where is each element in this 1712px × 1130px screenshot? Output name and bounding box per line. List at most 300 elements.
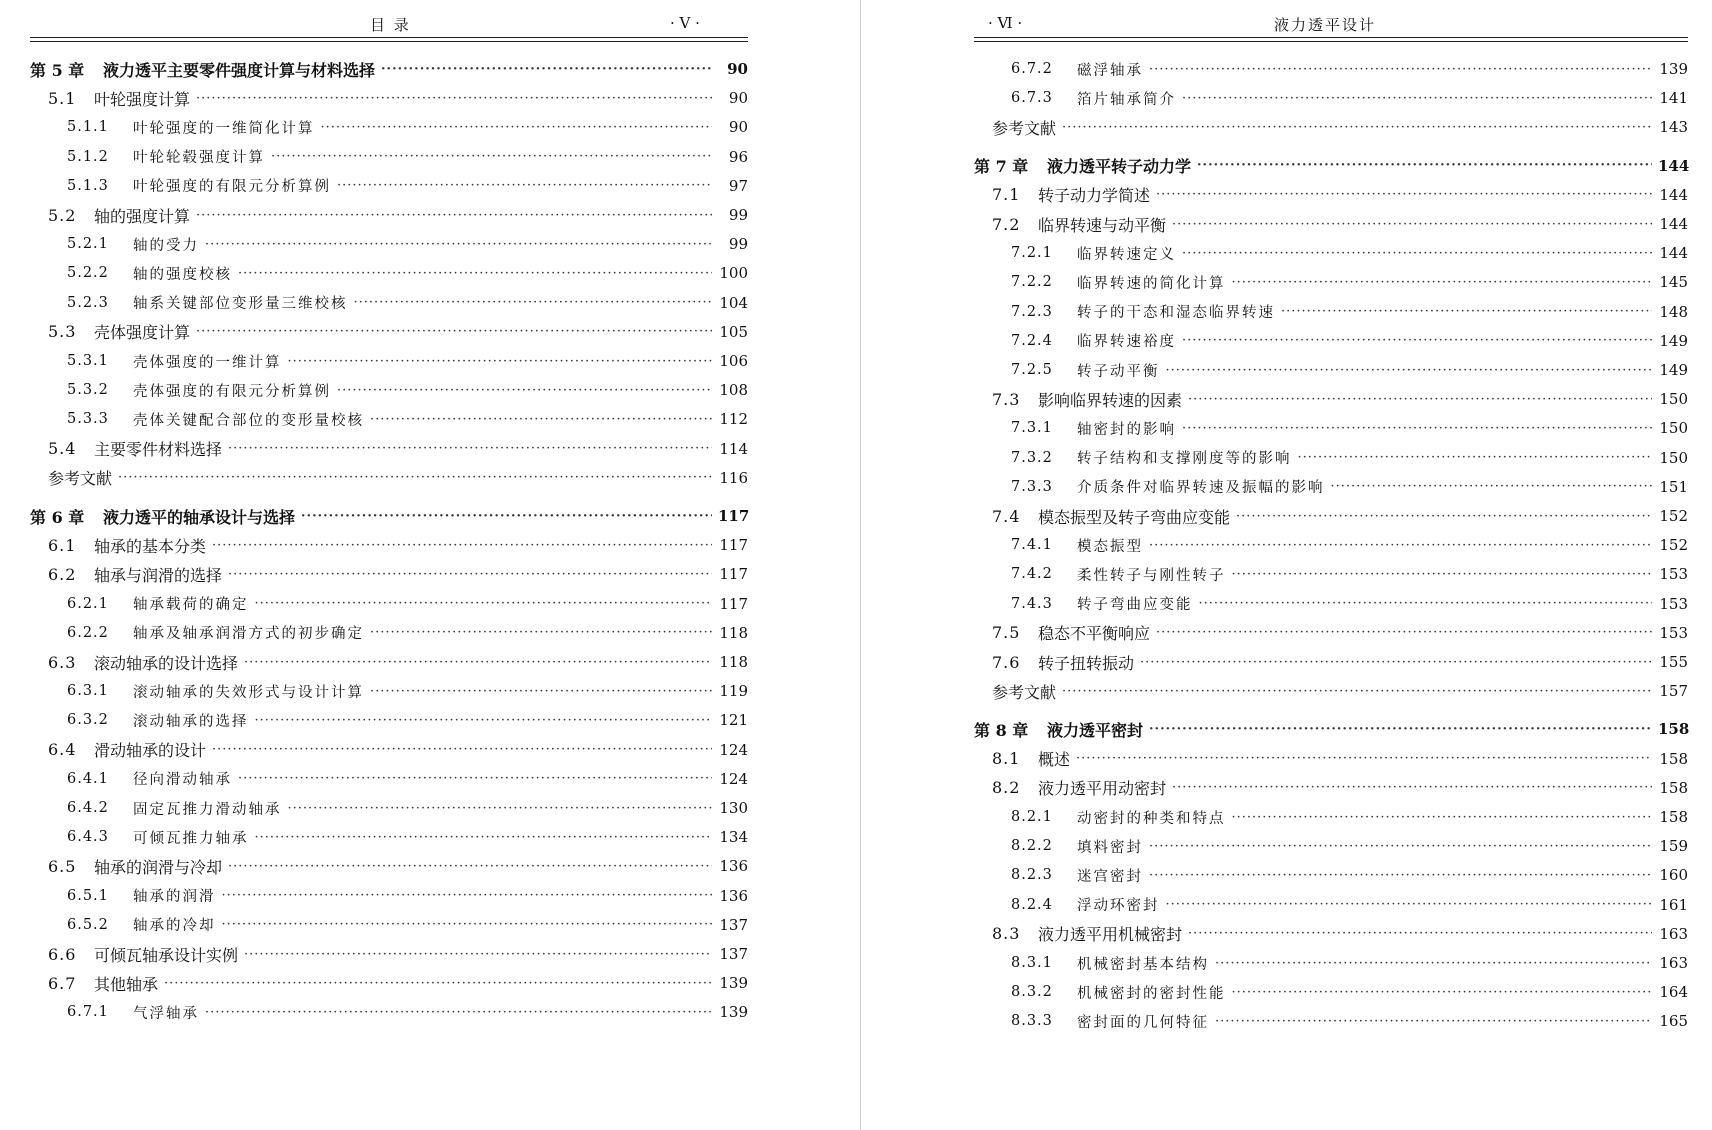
toc-entry-title: 叶轮轮毂强度计算 xyxy=(133,150,265,167)
toc-entry-number: 6.5.2 xyxy=(67,916,109,933)
toc-entry-page: 163 xyxy=(1659,954,1688,972)
toc-entry-page: 105 xyxy=(719,322,748,341)
toc-entry-title: 填料密封 xyxy=(1077,839,1143,856)
toc-entry-number: 5.1.1 xyxy=(67,119,109,136)
toc-entry-title: 箔片轴承简介 xyxy=(1077,91,1176,108)
toc-entry-title: 轴的受力 xyxy=(133,237,199,254)
toc-entry-number: 5.1 xyxy=(48,88,77,108)
toc-dot-leader xyxy=(1149,722,1652,737)
toc-dot-leader xyxy=(244,947,712,962)
toc-section-entry xyxy=(974,385,1688,413)
toc-entry-number: 第 8 章 xyxy=(974,720,1029,740)
toc-dot-leader xyxy=(1149,868,1652,883)
toc-entry-number: 6.4 xyxy=(48,740,77,760)
toc-entry-page: 144 xyxy=(1659,215,1688,233)
toc-entry-number: 6.7.1 xyxy=(67,1004,109,1021)
toc-section-entry xyxy=(30,940,748,968)
toc-entry-number: 6.7 xyxy=(48,973,77,993)
toc-entry-title: 轴承及轴承润滑方式的初步确定 xyxy=(133,626,364,643)
toc-entry-page: 96 xyxy=(728,147,748,166)
toc-section-entry xyxy=(974,648,1688,676)
toc-section-entry xyxy=(30,172,748,200)
toc-entry-title: 壳体强度的有限元分析算例 xyxy=(133,383,331,400)
toc-section-entry xyxy=(30,531,748,559)
header-rule xyxy=(974,37,1688,38)
toc-entry-title: 临界转速裕度 xyxy=(1077,334,1176,351)
toc-entry-title: 迷宫密封 xyxy=(1077,868,1143,885)
toc-section-entry xyxy=(30,560,748,588)
toc-section-entry xyxy=(974,1007,1688,1035)
toc-entry-number: 8.2.3 xyxy=(1011,867,1053,884)
toc-entry-number: 8.2.4 xyxy=(1011,896,1053,913)
toc-entry-page: 160 xyxy=(1659,866,1688,885)
toc-dot-leader xyxy=(1156,625,1652,640)
toc-entry-title: 主要零件材料选择 xyxy=(94,440,223,460)
toc-entry-page: 106 xyxy=(719,352,748,370)
toc-entry-number: 6.5.1 xyxy=(67,887,109,904)
toc-entry-page: 117 xyxy=(719,594,748,613)
toc-dot-leader xyxy=(1172,780,1652,795)
toc-section-entry xyxy=(30,852,748,880)
header-page-number: · V · xyxy=(670,14,700,32)
header-rule xyxy=(974,41,1688,42)
toc-entry-number: 7.5 xyxy=(992,623,1021,643)
toc-entry-number: 5.1.3 xyxy=(67,177,109,194)
toc-section-entry xyxy=(30,998,748,1026)
toc-entry-number: 7.3 xyxy=(992,389,1021,409)
toc-entry-page: 139 xyxy=(719,974,748,993)
toc-section-entry xyxy=(30,201,748,229)
toc-entry-number: 第 6 章 xyxy=(30,507,85,527)
toc-section-entry xyxy=(30,648,748,676)
toc-entry-page: 99 xyxy=(728,235,748,254)
toc-reference-entry xyxy=(974,113,1688,141)
toc-entry-page: 137 xyxy=(719,915,748,934)
toc-entry-page: 165 xyxy=(1659,1012,1688,1031)
toc-entry-title: 径向滑动轴承 xyxy=(133,772,232,789)
toc-entry-title: 轴承的润滑 xyxy=(133,889,216,906)
toc-entry-number: 8.2.1 xyxy=(1011,809,1053,825)
toc-entry-number: 5.3 xyxy=(48,322,77,342)
toc-entry-number: 6.3 xyxy=(48,652,77,672)
header-rule xyxy=(30,41,748,42)
toc-dot-leader xyxy=(118,470,712,485)
toc-dot-leader xyxy=(255,596,713,611)
toc-section-entry xyxy=(30,84,748,112)
toc-entry-title: 叶轮强度计算 xyxy=(94,89,191,109)
toc-entry-page: 158 xyxy=(1659,749,1688,768)
toc-entry-title: 壳体强度的一维计算 xyxy=(133,354,282,371)
toc-entry-page: 136 xyxy=(719,886,748,905)
toc-entry-title: 固定瓦推力滑动轴承 xyxy=(133,801,282,818)
toc-section-entry xyxy=(30,590,748,618)
toc-dot-leader xyxy=(212,538,712,553)
toc-section-entry xyxy=(974,356,1688,384)
toc-entry-title: 滑动轴承的设计 xyxy=(94,741,207,761)
toc-entry-number: 6.4.3 xyxy=(67,829,109,846)
toc-entry-page: 90 xyxy=(728,89,748,108)
toc-section-entry xyxy=(30,230,748,258)
toc-section-entry xyxy=(30,435,748,463)
toc-section-entry xyxy=(30,376,748,404)
toc-dot-leader xyxy=(288,354,713,369)
toc-entry-page: 144 xyxy=(1658,156,1690,175)
toc-section-entry xyxy=(974,268,1688,296)
toc-dot-leader xyxy=(1166,363,1653,378)
toc-entry-number: 6.3.2 xyxy=(67,712,109,729)
toc-entry-number: 6.4.2 xyxy=(67,800,109,816)
toc-entry-title: 其他轴承 xyxy=(94,974,159,994)
toc-entry-number: 5.4 xyxy=(48,439,77,459)
toc-entry-number: 6.7.2 xyxy=(1011,61,1053,77)
toc-entry-page: 151 xyxy=(1659,477,1688,496)
right-page xyxy=(974,0,1688,1130)
toc-section-entry xyxy=(974,978,1688,1006)
toc-section-entry xyxy=(974,298,1688,326)
toc-entry-page: 121 xyxy=(719,711,748,730)
toc-dot-leader xyxy=(1199,596,1653,611)
left-page xyxy=(30,0,748,1130)
toc-entry-title: 壳体强度计算 xyxy=(94,323,191,343)
toc-entry-number: 5.2.1 xyxy=(67,236,109,253)
toc-entry-page: 145 xyxy=(1659,273,1688,292)
toc-reference-entry xyxy=(30,464,748,492)
toc-entry-number: 6.5 xyxy=(48,856,77,876)
toc-section-entry xyxy=(30,113,748,141)
toc-entry-page: 112 xyxy=(719,410,748,429)
toc-dot-leader xyxy=(1197,158,1652,173)
toc-entry-page: 118 xyxy=(719,623,748,642)
toc-dot-leader xyxy=(1232,810,1653,825)
toc-entry-number: 6.3.1 xyxy=(67,683,109,700)
toc-entry-page: 136 xyxy=(719,857,748,876)
toc-entry-title: 轴系关键部位变形量三维校核 xyxy=(133,296,348,313)
toc-dot-leader xyxy=(1281,304,1652,319)
toc-dot-leader xyxy=(196,208,712,223)
toc-entry-title: 模态振型及转子弯曲应变能 xyxy=(1038,507,1231,527)
toc-entry-number: 5.3.3 xyxy=(67,411,109,428)
header-title: 目 录 xyxy=(370,16,411,34)
toc-entry-title: 液力透平转子动力学 xyxy=(1047,157,1192,177)
toc-entry-title: 液力透平用动密封 xyxy=(1038,779,1167,799)
toc-entry-page: 150 xyxy=(1659,419,1688,438)
toc-dot-leader xyxy=(1062,684,1652,699)
toc-section-entry xyxy=(974,861,1688,889)
toc-entry-title: 影响临界转速的因素 xyxy=(1038,390,1183,410)
toc-entry-page: 158 xyxy=(1659,808,1688,826)
toc-reference-entry xyxy=(974,677,1688,705)
toc-entry-page: 163 xyxy=(1659,924,1688,943)
toc-dot-leader xyxy=(1182,421,1652,436)
toc-chapter-entry xyxy=(30,55,748,83)
toc-dot-leader xyxy=(1188,926,1652,941)
toc-entry-number: 7.4.1 xyxy=(1011,537,1053,554)
toc-entry-title: 轴密封的影响 xyxy=(1077,421,1176,438)
toc-entry-title: 动密封的种类和特点 xyxy=(1077,810,1226,827)
toc-entry-title: 参考文献 xyxy=(992,682,1057,702)
header-title: 液力透平设计 xyxy=(1274,16,1377,34)
toc-dot-leader xyxy=(271,149,712,164)
toc-entry-number: 7.3.3 xyxy=(1011,478,1053,495)
toc-entry-number: 7.2.4 xyxy=(1011,332,1053,349)
toc-section-entry xyxy=(30,794,748,822)
toc-entry-number: 8.3.1 xyxy=(1011,955,1053,971)
toc-entry-title: 机械密封的密封性能 xyxy=(1077,985,1226,1002)
toc-dot-leader xyxy=(1076,751,1652,766)
toc-section-entry xyxy=(30,677,748,705)
toc-entry-title: 轴承的润滑与冷却 xyxy=(94,857,223,877)
toc-entry-page: 118 xyxy=(719,653,748,671)
toc-dot-leader xyxy=(354,295,713,310)
toc-entry-page: 90 xyxy=(727,60,748,78)
toc-entry-title: 液力透平用机械密封 xyxy=(1038,925,1183,945)
toc-entry-title: 转子扭转振动 xyxy=(1038,653,1135,673)
toc-entry-title: 参考文献 xyxy=(992,118,1057,138)
toc-entry-title: 概述 xyxy=(1038,750,1071,770)
toc-entry-page: 117 xyxy=(718,507,750,525)
toc-dot-leader xyxy=(1182,333,1652,348)
toc-chapter-entry xyxy=(974,152,1688,180)
toc-entry-number: 8.2.2 xyxy=(1011,838,1053,855)
toc-entry-title: 轴承的基本分类 xyxy=(94,536,207,556)
toc-entry-title: 滚动轴承的失效形式与设计计算 xyxy=(133,684,364,701)
toc-entry-page: 139 xyxy=(1659,60,1688,78)
toc-dot-leader xyxy=(1149,62,1652,77)
toc-entry-page: 150 xyxy=(1659,390,1688,409)
toc-section-entry xyxy=(30,823,748,851)
toc-entry-page: 152 xyxy=(1659,536,1688,555)
toc-dot-leader xyxy=(1232,985,1653,1000)
toc-section-entry xyxy=(30,405,748,433)
toc-section-entry xyxy=(974,803,1688,831)
toc-entry-title: 叶轮强度的有限元分析算例 xyxy=(133,179,331,196)
toc-entry-title: 轴的强度计算 xyxy=(94,206,191,226)
toc-dot-leader xyxy=(222,888,713,903)
toc-dot-leader xyxy=(1182,246,1652,261)
toc-entry-page: 90 xyxy=(728,118,748,137)
toc-section-entry xyxy=(974,414,1688,442)
toc-entry-number: 7.4.2 xyxy=(1011,566,1053,583)
toc-section-entry xyxy=(974,473,1688,501)
toc-entry-page: 117 xyxy=(719,565,748,584)
toc-dot-leader xyxy=(238,266,712,281)
toc-section-entry xyxy=(30,736,748,764)
toc-entry-number: 5.2 xyxy=(48,205,77,225)
toc-entry-page: 119 xyxy=(719,682,748,701)
toc-entry-page: 117 xyxy=(719,536,748,555)
toc-dot-leader xyxy=(228,567,712,582)
running-header xyxy=(30,0,748,42)
toc-entry-page: 141 xyxy=(1659,89,1688,108)
toc-section-entry xyxy=(30,318,748,346)
toc-entry-title: 临界转速的简化计算 xyxy=(1077,275,1226,292)
header-rule xyxy=(30,37,748,38)
toc-section-entry xyxy=(30,619,748,647)
toc-entry-title: 液力透平的轴承设计与选择 xyxy=(103,507,296,527)
toc-entry-page: 130 xyxy=(719,799,748,817)
toc-entry-page: 149 xyxy=(1659,331,1688,350)
toc-entry-title: 磁浮轴承 xyxy=(1077,62,1143,79)
toc-entry-title: 密封面的几何特征 xyxy=(1077,1014,1209,1031)
toc-entry-page: 158 xyxy=(1659,778,1688,797)
toc-entry-number: 8.2 xyxy=(992,778,1021,798)
toc-entry-number: 8.3.2 xyxy=(1011,984,1053,1001)
toc-entry-page: 158 xyxy=(1658,720,1690,739)
toc-entry-number: 6.2 xyxy=(48,564,77,584)
toc-dot-leader xyxy=(1172,217,1652,232)
toc-dot-leader xyxy=(228,441,712,456)
toc-entry-page: 100 xyxy=(719,264,748,283)
toc-entry-number: 8.1 xyxy=(992,749,1021,769)
toc-dot-leader xyxy=(288,801,713,816)
toc-entry-title: 轴承与润滑的选择 xyxy=(94,565,223,585)
toc-entry-title: 转子动力学简述 xyxy=(1038,186,1151,206)
toc-entry-number: 7.4.3 xyxy=(1011,595,1053,612)
toc-entry-number: 7.6 xyxy=(992,652,1021,672)
toc-entry-page: 161 xyxy=(1659,895,1688,914)
toc-section-entry xyxy=(30,143,748,171)
toc-entry-title: 液力透平密封 xyxy=(1047,720,1144,740)
toc-entry-page: 116 xyxy=(719,468,748,487)
toc-dot-leader xyxy=(212,742,712,757)
toc-dot-leader xyxy=(370,684,712,699)
header-page-number: · Ⅵ · xyxy=(988,14,1023,32)
toc-entry-number: 7.2.5 xyxy=(1011,362,1053,378)
toc-section-entry xyxy=(974,55,1688,83)
toc-entry-title: 模态振型 xyxy=(1077,538,1143,555)
toc-section-entry xyxy=(30,882,748,910)
toc-entry-number: 7.2.2 xyxy=(1011,274,1053,291)
toc-entry-number: 7.3.1 xyxy=(1011,420,1053,437)
toc-section-entry xyxy=(974,590,1688,618)
toc-section-entry xyxy=(974,84,1688,112)
toc-entry-title: 介质条件对临界转速及振幅的影响 xyxy=(1077,480,1325,497)
toc-section-entry xyxy=(30,347,748,375)
toc-section-entry xyxy=(974,832,1688,860)
toc-dot-leader xyxy=(1140,655,1652,670)
toc-entry-page: 97 xyxy=(728,176,748,195)
toc-dot-leader xyxy=(1149,839,1652,854)
toc-dot-leader xyxy=(337,383,712,398)
toc-entry-title: 参考文献 xyxy=(48,469,113,489)
toc-entry-page: 139 xyxy=(719,1003,748,1022)
toc-section-entry xyxy=(30,969,748,997)
toc-entry-page: 144 xyxy=(1659,185,1688,204)
toc-entry-page: 114 xyxy=(719,439,748,458)
toc-dot-leader xyxy=(1166,897,1653,912)
toc-entry-title: 滚动轴承的选择 xyxy=(133,713,249,730)
toc-dot-leader xyxy=(1232,275,1653,290)
toc-dot-leader xyxy=(244,655,712,670)
toc-section-entry xyxy=(974,920,1688,948)
toc-entry-title: 轴承的冷却 xyxy=(133,918,216,935)
toc-dot-leader xyxy=(370,412,712,427)
toc-entry-page: 104 xyxy=(719,293,748,312)
toc-entry-title: 可倾瓦轴承设计实例 xyxy=(94,945,239,965)
toc-section-entry xyxy=(974,745,1688,773)
toc-section-entry xyxy=(974,239,1688,267)
toc-entry-number: 5.2.3 xyxy=(67,294,109,311)
toc-entry-number: 8.3 xyxy=(992,924,1021,944)
page-gutter xyxy=(860,0,861,1130)
toc-dot-leader xyxy=(238,771,712,786)
toc-entry-page: 157 xyxy=(1659,682,1688,701)
toc-entry-number: 6.2.2 xyxy=(67,624,109,641)
toc-entry-page: 137 xyxy=(719,945,748,963)
toc-entry-page: 153 xyxy=(1659,594,1688,613)
toc-entry-title: 临界转速定义 xyxy=(1077,246,1176,263)
toc-entry-title: 转子弯曲应变能 xyxy=(1077,597,1193,614)
toc-section-entry xyxy=(30,765,748,793)
toc-section-entry xyxy=(974,531,1688,559)
toc-dot-leader xyxy=(222,917,713,932)
toc-dot-leader xyxy=(381,62,712,77)
toc-section-entry xyxy=(974,560,1688,588)
toc-entry-number: 7.2 xyxy=(992,214,1021,234)
toc-entry-title: 稳态不平衡响应 xyxy=(1038,624,1151,644)
toc-entry-page: 152 xyxy=(1659,507,1688,525)
toc-section-entry xyxy=(30,911,748,939)
toc-entry-page: 134 xyxy=(719,828,748,847)
toc-entry-number: 5.2.2 xyxy=(67,265,109,282)
toc-section-entry xyxy=(974,327,1688,355)
toc-section-entry xyxy=(974,891,1688,919)
toc-entry-page: 99 xyxy=(728,206,748,224)
toc-entry-page: 164 xyxy=(1659,983,1688,1002)
toc-entry-number: 6.2.1 xyxy=(67,595,109,612)
toc-entry-title: 滚动轴承的设计选择 xyxy=(94,653,239,673)
toc-dot-leader xyxy=(1188,392,1652,407)
toc-dot-leader xyxy=(1062,120,1652,135)
toc-section-entry xyxy=(974,444,1688,472)
toc-entry-number: 6.1 xyxy=(48,535,77,555)
toc-entry-title: 转子动平衡 xyxy=(1077,363,1160,380)
toc-dot-leader xyxy=(337,178,712,193)
toc-section-entry xyxy=(974,774,1688,802)
toc-entry-number: 8.3.3 xyxy=(1011,1013,1053,1030)
toc-section-entry xyxy=(974,949,1688,977)
toc-dot-leader xyxy=(255,713,713,728)
toc-entry-page: 150 xyxy=(1659,448,1688,467)
toc-dot-leader xyxy=(370,625,712,640)
toc-entry-title: 壳体关键配合部位的变形量校核 xyxy=(133,412,364,429)
toc-dot-leader xyxy=(228,859,712,874)
toc-chapter-entry xyxy=(974,715,1688,743)
toc-entry-number: 5.3.2 xyxy=(67,382,109,399)
toc-dot-leader xyxy=(205,237,712,252)
toc-entry-number: 7.1 xyxy=(992,185,1021,205)
toc-entry-title: 机械密封基本结构 xyxy=(1077,956,1209,973)
toc-dot-leader xyxy=(196,324,712,339)
toc-dot-leader xyxy=(196,91,712,106)
toc-entry-title: 气浮轴承 xyxy=(133,1005,199,1022)
toc-entry-page: 143 xyxy=(1659,118,1688,137)
toc-entry-title: 临界转速与动平衡 xyxy=(1038,215,1167,235)
toc-entry-number: 6.4.1 xyxy=(67,770,109,787)
toc-dot-leader xyxy=(1236,509,1652,524)
toc-entry-title: 轴的强度校核 xyxy=(133,266,232,283)
toc-section-entry xyxy=(30,289,748,317)
toc-entry-number: 7.2.1 xyxy=(1011,245,1053,262)
toc-entry-number: 7.4 xyxy=(992,506,1021,526)
toc-entry-number: 5.3.1 xyxy=(67,353,109,369)
toc-entry-page: 153 xyxy=(1659,565,1688,584)
toc-entry-page: 149 xyxy=(1659,361,1688,379)
toc-entry-page: 124 xyxy=(719,740,748,759)
toc-entry-title: 浮动环密封 xyxy=(1077,898,1160,915)
toc-dot-leader xyxy=(1182,91,1652,106)
toc-entry-title: 可倾瓦推力轴承 xyxy=(133,830,249,847)
